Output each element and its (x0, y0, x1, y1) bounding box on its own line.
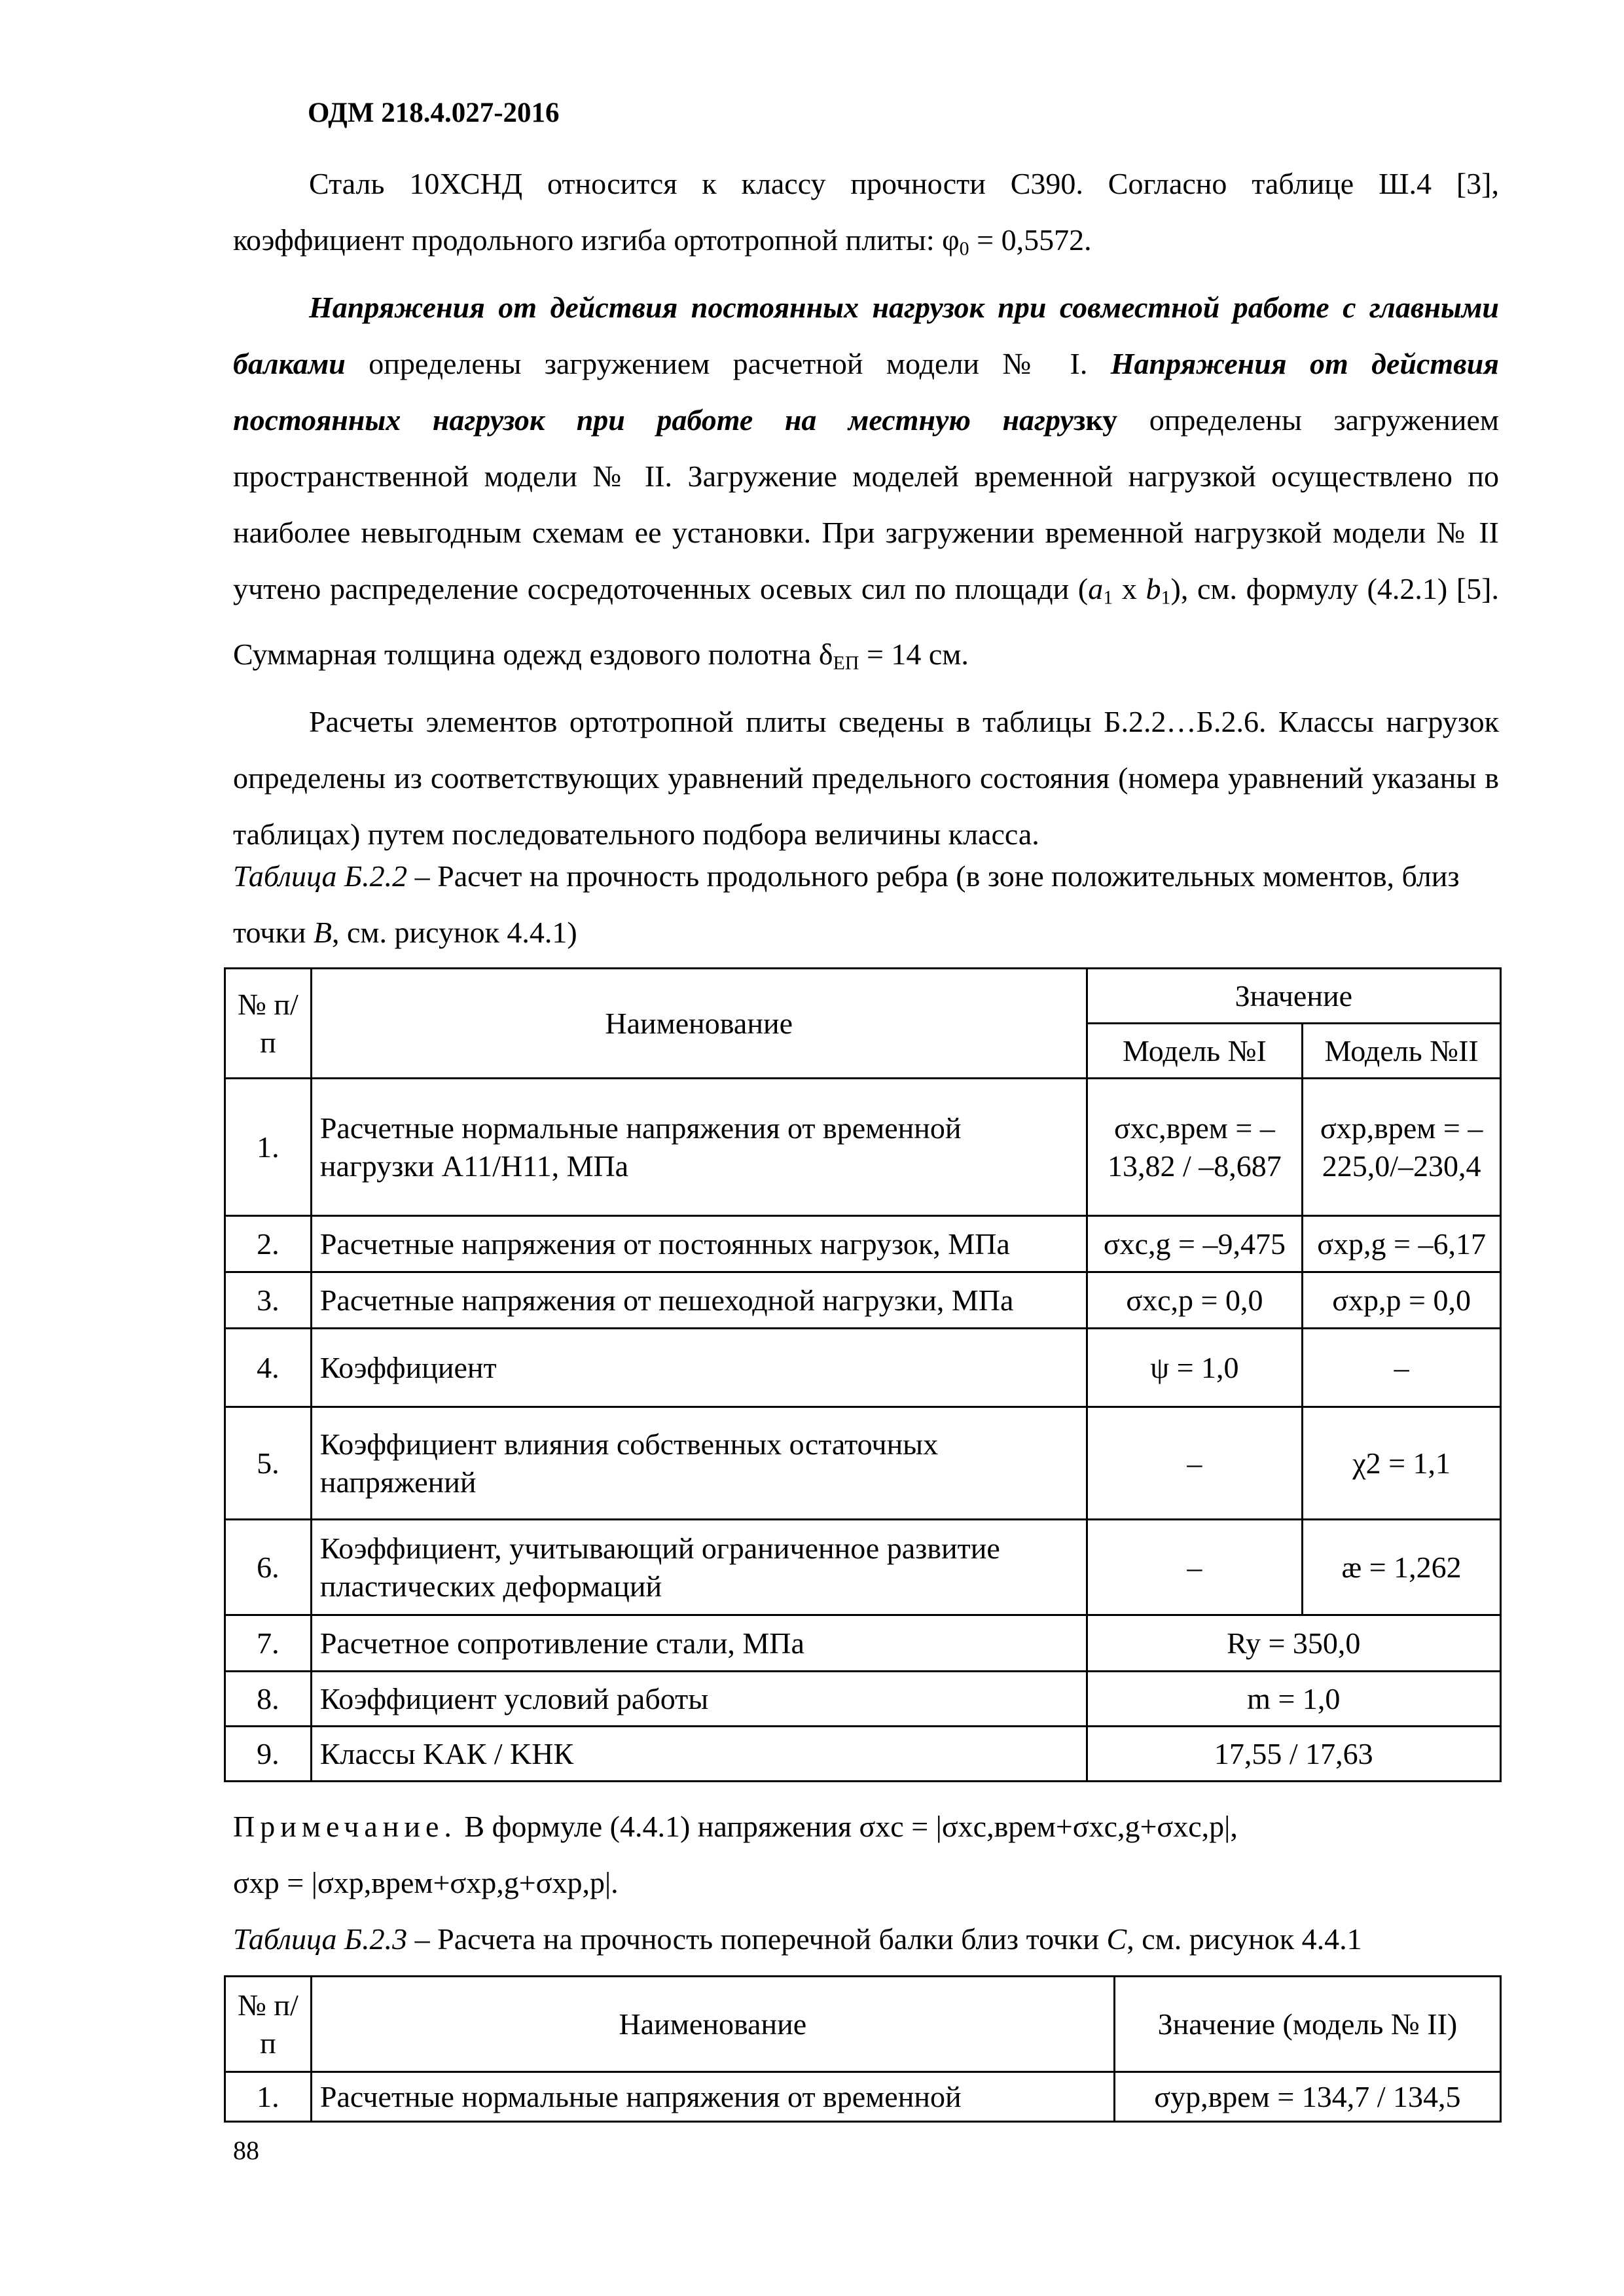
table2-head-num: № п/п (225, 1977, 312, 2072)
table2 (224, 1975, 1502, 2123)
table1-cell-model1: σxc,врем = –13,82 / –8,687 (1087, 1079, 1303, 1216)
table1 (224, 967, 1502, 1782)
paragraph-steel-class: Сталь 10ХСНД относится к классу прочности С390. Согласно таблице Ш.4 [3], коэффициент продольного изгиба ортотропной плиты: $\varphi_0 = 0,5572$. (233, 167, 1499, 260)
table1-head-model2: Модель №II (1303, 1024, 1501, 1079)
table1-head-name: Наименование (311, 969, 1087, 1079)
table-row: 1. Расчетные нормальные напряжения от временной σyp,врем = 134,7 / 134,5 (225, 2072, 1501, 2122)
document-code-header: ОДМ 218.4.027-2016 (308, 98, 560, 128)
table1-note: Примечание. В формуле (4.4.1) напряжения σxc = |σxc,врем+σxc,g+σxc,p|, σxp = |σxp,врем+σxp,g+σxp,p|. (233, 1810, 1238, 1899)
paragraph-stresses: Напряжения от действия постоянных нагрузок при совместной работе с главными балками определены загружением расчетной модели № I. Напряжения от действия постоянных нагрузок при работе на местную нагрузку определены загружением пространственной модели № II. Загружение моделей временной нагрузкой осуществлено по наиболее невыгодным схемам ее установки. При загружении временной нагрузкой модели № II учтено распределение сосредоточенных осевых сил по площади ($a_1$ x $b_1$), см. формулу (4.2.1) [5]. Суммарная толщина одежд ездового полотна $\delta_{ЕП} = 14$ см. (233, 291, 1499, 674)
table1-caption: Таблица Б.2.2 – Расчет на прочность продольного ребра (в зоне положительных моментов, близ точки B, см. рисунок 4.4.1) (233, 859, 1460, 949)
body-text (233, 156, 1499, 863)
paragraph-calculations: Расчеты элементов ортотропной плиты сведены в таблицы Б.2.2…Б.2.6. Классы нагрузок определены из соответствующих уравнений предельного состояния (номера уравнений указаны в таблицах) путем последовательного подбора величины класса. (233, 705, 1499, 852)
table-row: 6. Коэффициент, учитывающий ограниченное развитие пластических деформаций – æ = 1,262 (225, 1520, 1501, 1615)
table-row: 9. Классы KАК / KНК 17,55 / 17,63 (225, 1727, 1501, 1782)
table-row: 7. Расчетное сопротивление стали, МПа Ry = 350,0 (225, 1615, 1501, 1672)
table1-head-value: Значение (1087, 969, 1500, 1024)
table1-cell-model2: σxp,врем = –225,0/–230,4 (1303, 1079, 1501, 1216)
table-row: 8. Коэффициент условий работы m = 1,0 (225, 1672, 1501, 1727)
table-row: 3. Расчетные напряжения от пешеходной нагрузки, МПа σxc,p = 0,0 σxp,p = 0,0 (225, 1272, 1501, 1329)
table-row: 5. Коэффициент влияния собственных остаточных напряжений – χ2 = 1,1 (225, 1407, 1501, 1520)
table-row: 4. Коэффициент ψ = 1,0 – (225, 1329, 1501, 1407)
page-number: 88 (233, 2136, 259, 2165)
table2-head-value: Значение (модель № II) (1114, 1977, 1500, 2072)
table2-caption: Таблица Б.2.3 – Расчета на прочность поперечной балки близ точки C, см. рисунок 4.4.1 (233, 1922, 1362, 1956)
table2-head-name: Наименование (311, 1977, 1114, 2072)
table-row: 2. Расчетные напряжения от постоянных нагрузок, МПа σxc,g = –9,475 σxp,g = –6,17 (225, 1216, 1501, 1272)
table1-head-model1: Модель №I (1087, 1024, 1303, 1079)
table-row: 1. Расчетные нормальные напряжения от временной нагрузки А11/Н11, МПа σxc,врем = –13,82 / –8,687 σxp,врем = –225,0/–230,4 (225, 1079, 1501, 1216)
table1-head-num: № п/п (225, 969, 312, 1079)
